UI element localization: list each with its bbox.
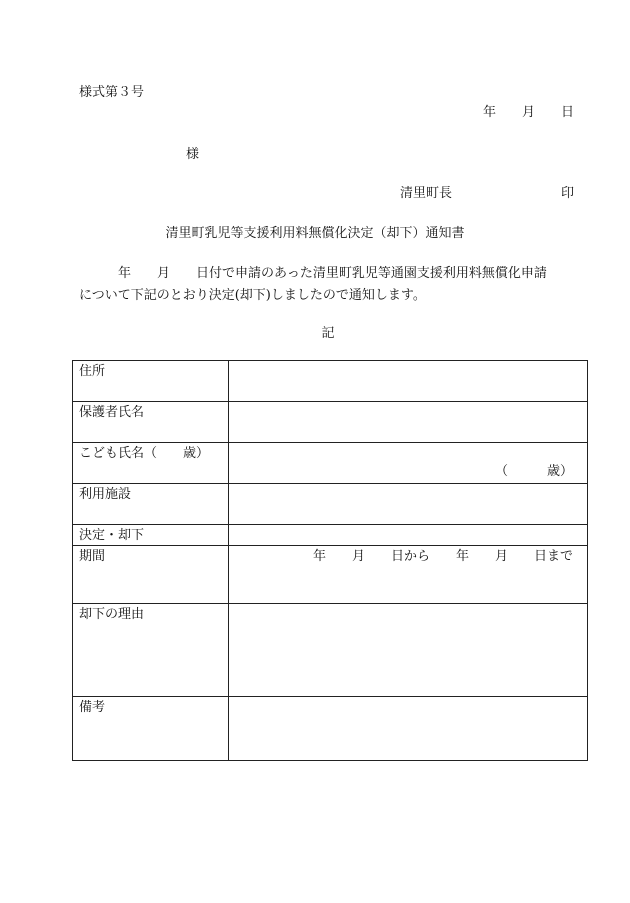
address-value-cell — [229, 361, 588, 402]
rejection-reason-label: 却下の理由 — [73, 604, 229, 697]
address-label: 住所 — [73, 361, 229, 402]
remarks-value-cell — [229, 697, 588, 761]
issuer-title: 清里町長 — [400, 186, 453, 201]
guardian-name-label: 保護者氏名 — [73, 402, 229, 443]
period-label: 期間 — [73, 546, 229, 604]
guardian-name-value-cell — [229, 402, 588, 443]
table-row-period — [73, 546, 588, 604]
date-line: 年 月 日 — [482, 105, 574, 120]
rejection-reason-value-cell — [229, 604, 588, 697]
recipient-honorific: 様 — [186, 147, 200, 162]
facility-value-cell — [229, 484, 588, 525]
decision-label: 決定・却下 — [73, 525, 229, 546]
ki-heading: 記 — [321, 326, 335, 341]
body-text-line-1: 年 月 日付で申請のあった清里町乳児等通園支援利用料無償化申請 — [79, 266, 547, 281]
table-row-child — [73, 443, 588, 484]
body-text-line-2: について下記のとおり決定(却下)しましたので通知します。 — [79, 288, 426, 303]
table-row-facility — [73, 484, 588, 525]
seal-mark: 印 — [560, 186, 574, 201]
remarks-label: 備考 — [73, 697, 229, 761]
child-name-value-cell — [229, 443, 588, 484]
table-row-guardian — [73, 402, 588, 443]
table-row-address — [73, 361, 588, 402]
table-row-decision — [73, 525, 588, 546]
table-row-reason — [73, 604, 588, 697]
period-value-cell — [229, 546, 588, 604]
document-title: 清里町乳児等支援利用料無償化決定（却下）通知書 — [165, 226, 465, 241]
table-row-remarks — [73, 697, 588, 761]
notice-table — [72, 360, 588, 761]
child-name-label: こども氏名（ 歳） — [73, 443, 229, 484]
child-age-field: （ 歳） — [494, 464, 573, 479]
period-value: 年 月 日から 年 月 日まで — [312, 549, 573, 564]
form-number: 様式第３号 — [79, 85, 145, 100]
facility-label: 利用施設 — [73, 484, 229, 525]
decision-value-cell — [229, 525, 588, 546]
